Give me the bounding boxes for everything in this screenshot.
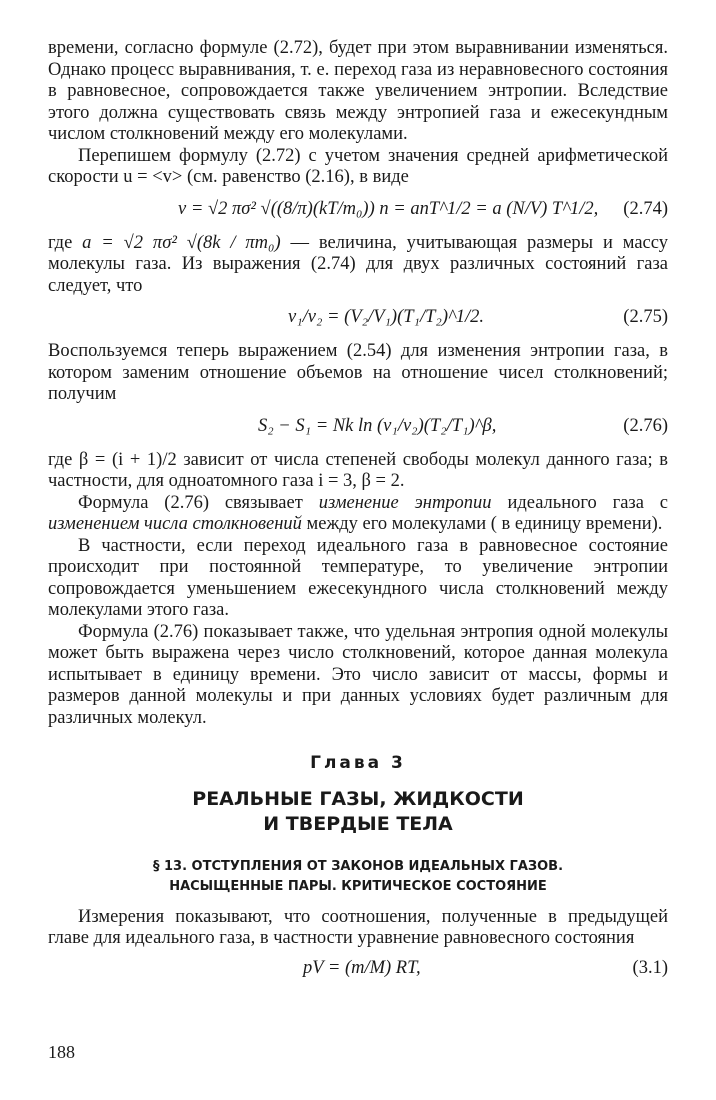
- equation-2-74-formula: ν = √2 πσ² √((8/π)(kT/m₀)) n = anT^1/2 = a (N/V) T^1/2,: [178, 198, 599, 219]
- equation-2-76-formula: S₂ − S₁ = Nk ln (ν₁/ν₂)(T₂/T₁)^β,: [258, 415, 497, 436]
- paragraph-1: времени, согласно формуле (2.72), будет при этом выравнивании изменяться. Однако процесс выравнивания, т. е. переход газа из неравновесного состояния в равновесное, сопровождается также увеличением энтропии. Вследствие этого должна существовать связь между энтропией газа и ежесекундным числом столкновений между его молекулами.: [48, 38, 668, 144]
- paragraph-3-text: — величина, учитывающая размеры и массу молекулы газа. Из выражения (2.74) для двух различных состояний газа следует, что: [48, 232, 668, 296]
- paragraph-6-italic-b: изменением числа столкновений: [48, 514, 302, 534]
- equation-2-74: [48, 189, 668, 233]
- page-body: [48, 38, 668, 988]
- equation-2-74-number: (2.74): [623, 198, 668, 219]
- paragraph-3-prefix: где: [48, 232, 73, 253]
- paragraph-6: [48, 493, 668, 536]
- equation-2-76-number: (2.76): [623, 415, 668, 436]
- paragraph-4: Воспользуемся теперь выражением (2.54) для изменения энтропии газа, в котором заменим отношение объемов на отношение чисел столкновений; получим: [48, 341, 668, 404]
- equation-2-75-formula: ν₁/ν₂ = (V₂/V₁)(T₁/T₂)^1/2.: [288, 307, 485, 327]
- section-heading-line-1: § 13. ОТСТУПЛЕНИЯ ОТ ЗАКОНОВ ИДЕАЛЬНЫХ ГАЗОВ.: [152, 858, 564, 874]
- paragraph-5: где β = (i + 1)/2 зависит от числа степеней свободы молекул данного газа; в частности, для одноатомного газа i = 3, β = 2.: [48, 449, 668, 491]
- paragraph-6-text-a: Формула (2.76) связывает: [78, 492, 303, 513]
- page-number: 188: [48, 1042, 75, 1062]
- paragraph-9: Измерения показывают, что соотношения, полученные в предыдущей главе для идеального газа, в частности уравнение равновесного состояния: [48, 906, 668, 948]
- equation-3-1-formula: pV = (m/M) RT,: [303, 957, 421, 978]
- paragraph-6-italic-a: изменение энтропии: [318, 492, 492, 513]
- paragraph-6-text-c: между его молекулами ( в единицу времени).: [306, 514, 663, 534]
- chapter-title-line-2: И ТВЕРДЫЕ ТЕЛА: [263, 812, 453, 835]
- paragraph-3-formula: a = √2 πσ² √(8k / πm₀): [82, 232, 281, 253]
- chapter-label: Глава 3: [310, 753, 406, 773]
- section-heading-line-2: НАСЫЩЕННЫЕ ПАРЫ. КРИТИЧЕСКОЕ СОСТОЯНИЕ: [169, 878, 547, 894]
- equation-2-75: [48, 297, 668, 341]
- equation-3-1: [48, 950, 668, 988]
- paragraph-2: Перепишем формулу (2.72) с учетом значения средней арифметической скорости u = <v> (см. равенство (2.16), в виде: [48, 145, 668, 187]
- paragraph-7: В частности, если переход идеального газа в равновесное состояние происходит при постоянной температуре, то увеличение энтропии сопровождается уменьшением ежесекундного числа столкновений между молекулами этого газа.: [48, 535, 668, 620]
- equation-3-1-number: (3.1): [632, 957, 668, 978]
- paragraph-3: [48, 233, 668, 298]
- paragraph-6-text-b: идеального газа с: [507, 492, 669, 513]
- chapter-title: [48, 787, 668, 837]
- section-heading: [48, 857, 668, 897]
- equation-2-76: [48, 406, 668, 450]
- chapter-title-line-1: РЕАЛЬНЫЕ ГАЗЫ, ЖИДКОСТИ: [192, 787, 524, 810]
- equation-2-75-number: (2.75): [623, 307, 668, 327]
- paragraph-8: Формула (2.76) показывает также, что удельная энтропия одной молекулы может быть выражена через число столкновений, которое данная молекула испытывает в единицу времени. Это число зависит от массы, формы и размеров данной молекулы и при данных условиях будет различным для различных молекул.: [48, 621, 668, 728]
